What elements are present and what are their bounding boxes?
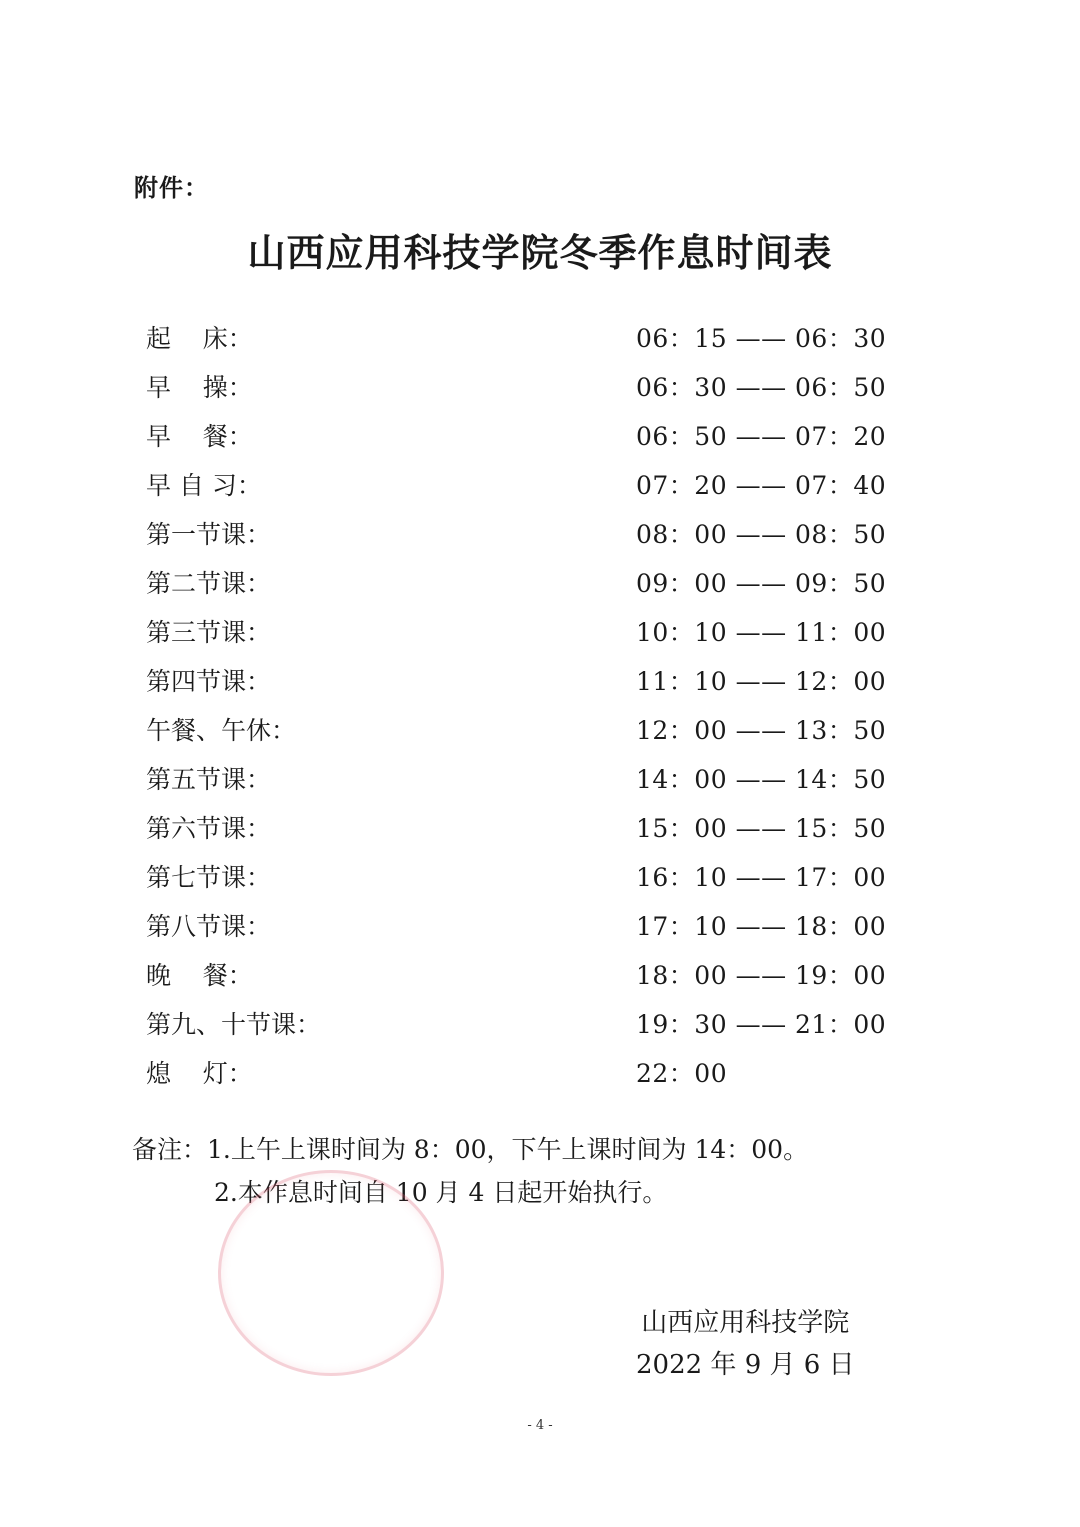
schedule-time: 14：00 —— 14：50 (636, 765, 887, 794)
signature-block (636, 1302, 855, 1386)
schedule-label: 起 床： (146, 324, 253, 353)
schedule-row (146, 412, 906, 461)
schedule-time: 06：15 —— 06：30 (636, 324, 887, 353)
schedule-label: 第六节课： (146, 814, 272, 843)
attachment-label: 附件： (134, 174, 209, 202)
note-line-1: 备注：1.上午上课时间为 8：00，下午上课时间为 14：00。 (132, 1135, 809, 1164)
schedule-label: 第四节课： (146, 667, 272, 696)
schedule-label: 第一节课： (146, 520, 272, 549)
signature-date: 2022 年 9 月 6 日 (636, 1350, 855, 1380)
schedule-row (146, 951, 906, 1000)
schedule-label: 晚 餐： (146, 961, 253, 990)
schedule-time: 11：10 —— 12：00 (636, 667, 887, 696)
schedule-label: 第七节课： (146, 863, 272, 892)
schedule-time: 17：10 —— 18：00 (636, 912, 887, 941)
schedule-row (146, 706, 906, 755)
document-title: 山西应用科技学院冬季作息时间表 (247, 231, 833, 275)
schedule-time: 19：30 —— 21：00 (636, 1010, 887, 1039)
schedule-time: 07：20 —— 07：40 (636, 471, 887, 500)
schedule-time: 18：00 —— 19：00 (636, 961, 887, 990)
schedule-row (146, 559, 906, 608)
page-number: - 4 - (527, 1418, 553, 1433)
schedule-label: 第三节课： (146, 618, 272, 647)
schedule-time: 06：30 —— 06：50 (636, 373, 887, 402)
schedule-label: 早 操： (146, 373, 253, 402)
note-line-2: 2.本作息时间自 10 月 4 日起开始执行。 (214, 1178, 668, 1207)
schedule-row (146, 657, 906, 706)
schedule-time: 15：00 —— 15：50 (636, 814, 887, 843)
schedule-time: 22：00 (636, 1059, 728, 1088)
schedule-time: 12：00 —— 13：50 (636, 716, 887, 745)
schedule-time: 10：10 —— 11：00 (636, 618, 887, 647)
schedule-row (146, 755, 906, 804)
schedule-time: 08：00 —— 08：50 (636, 520, 887, 549)
schedule-time: 09：00 —— 09：50 (636, 569, 887, 598)
schedule-label: 第二节课： (146, 569, 272, 598)
schedule-label: 午餐、午休： (146, 716, 297, 745)
schedule-row (146, 804, 906, 853)
schedule-row (146, 1000, 906, 1049)
schedule-row (146, 461, 906, 510)
schedule-label: 早 餐： (146, 422, 253, 451)
schedule-row (146, 314, 906, 363)
schedule-row (146, 1049, 906, 1098)
schedule-label: 早 自 习： (146, 471, 262, 500)
schedule-list (146, 314, 906, 1098)
schedule-row (146, 608, 906, 657)
schedule-label: 第五节课： (146, 765, 272, 794)
notes-section (132, 1128, 808, 1214)
official-seal (218, 1170, 444, 1376)
schedule-row (146, 853, 906, 902)
schedule-label: 第八节课： (146, 912, 272, 941)
signature-organization: 山西应用科技学院 (641, 1308, 850, 1338)
schedule-time: 16：10 —— 17：00 (636, 863, 887, 892)
schedule-label: 第九、十节课： (146, 1010, 322, 1039)
schedule-label: 熄 灯： (146, 1059, 253, 1088)
schedule-row (146, 902, 906, 951)
schedule-time: 06：50 —— 07：20 (636, 422, 887, 451)
schedule-row (146, 510, 906, 559)
schedule-row (146, 363, 906, 412)
